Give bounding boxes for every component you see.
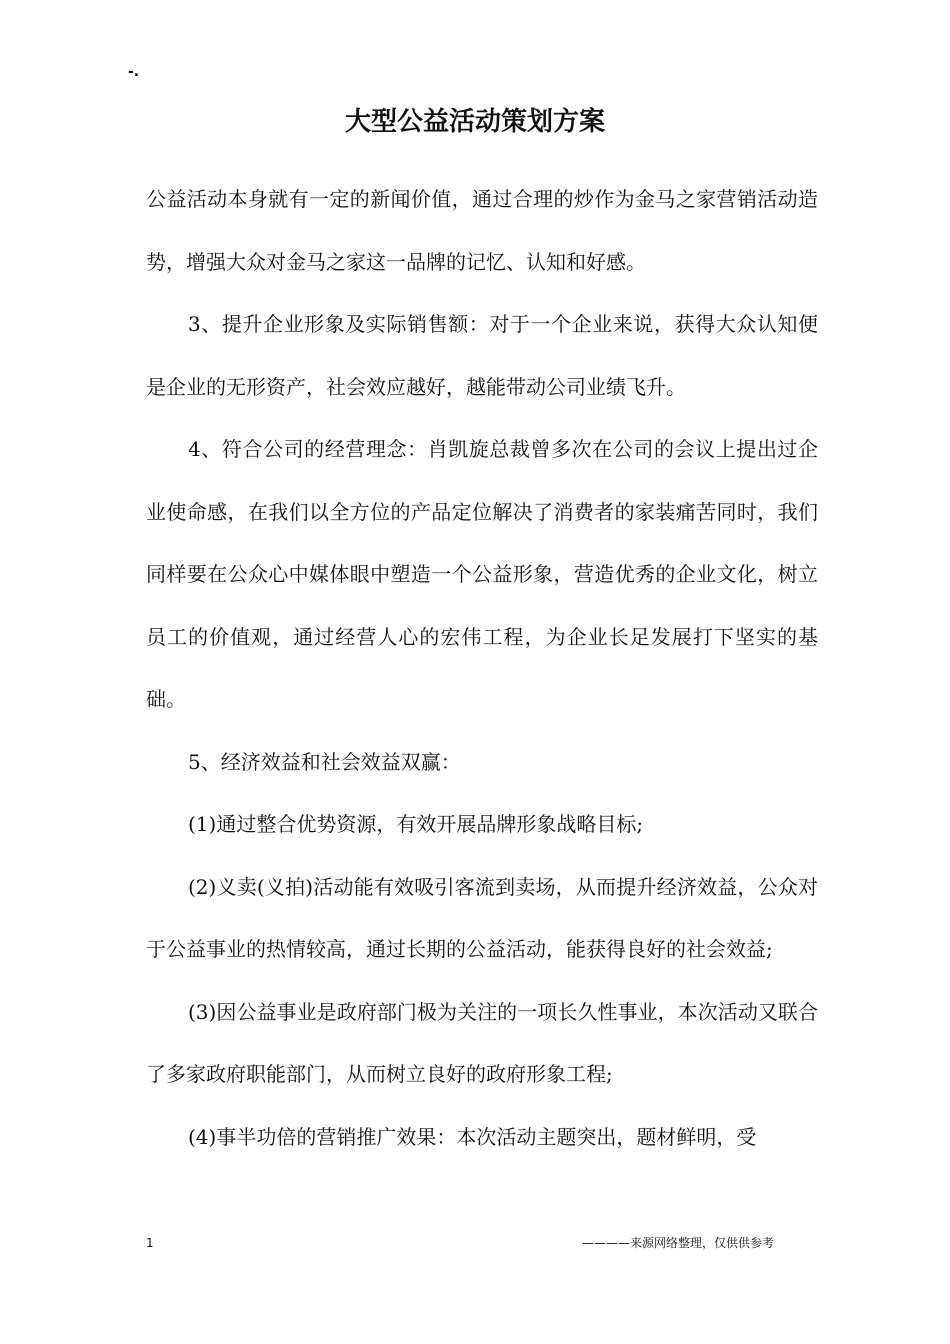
- paragraph-sub-2: (2)义卖(义拍)活动能有效吸引客流到卖场，从而提升经济效益，公众对于公益事业的热情较高，通过长期的公益活动，能获得良好的社会效益;: [146, 874, 818, 961]
- footer-note: ————来源网络整理，仅供供参考: [581, 1236, 774, 1250]
- paragraph-sub-3: (3)因公益事业是政府部门极为关注的一项长久性事业，本次活动又联合了多家政府职能部门，从而树立良好的政府形象工程;: [146, 999, 818, 1086]
- page-number: 1: [146, 1236, 154, 1250]
- document-body: [146, 168, 818, 1168]
- paragraph-sub-4: (4)事半功倍的营销推广效果：本次活动主题突出，题材鲜明，受: [188, 1124, 757, 1149]
- paragraph-point-5: 5、经济效益和社会效益双赢：: [188, 749, 461, 774]
- document-title: 大型公益活动策划方案: [344, 107, 605, 137]
- paragraph-sub-1: (1)通过整合优势资源，有效开展品牌形象战略目标;: [188, 812, 644, 836]
- paragraph-intro: 公益活动本身就有一定的新闻价值，通过合理的炒作为金马之家营销活动造势，增强大众对金马之家这一品牌的记忆、认知和好感。: [146, 187, 818, 274]
- header-mark: -.: [128, 64, 140, 80]
- paragraph-point-4: 4、符合公司的经营理念：肖凯旋总裁曾多次在公司的会议上提出过企业使命感，在我们以全方位的产品定位解决了消费者的家装痛苦同时，我们同样要在公众心中媒体眼中塑造一个公益形象，营造优秀的企业文化，树立员工的价值观，通过经营人心的宏伟工程，为企业长足发展打下坚实的基础。: [146, 437, 818, 711]
- paragraph-point-3: 3、提升企业形象及实际销售额：对于一个企业来说，获得大众认知便是企业的无形资产，社会效应越好，越能带动公司业绩飞升。: [146, 312, 818, 399]
